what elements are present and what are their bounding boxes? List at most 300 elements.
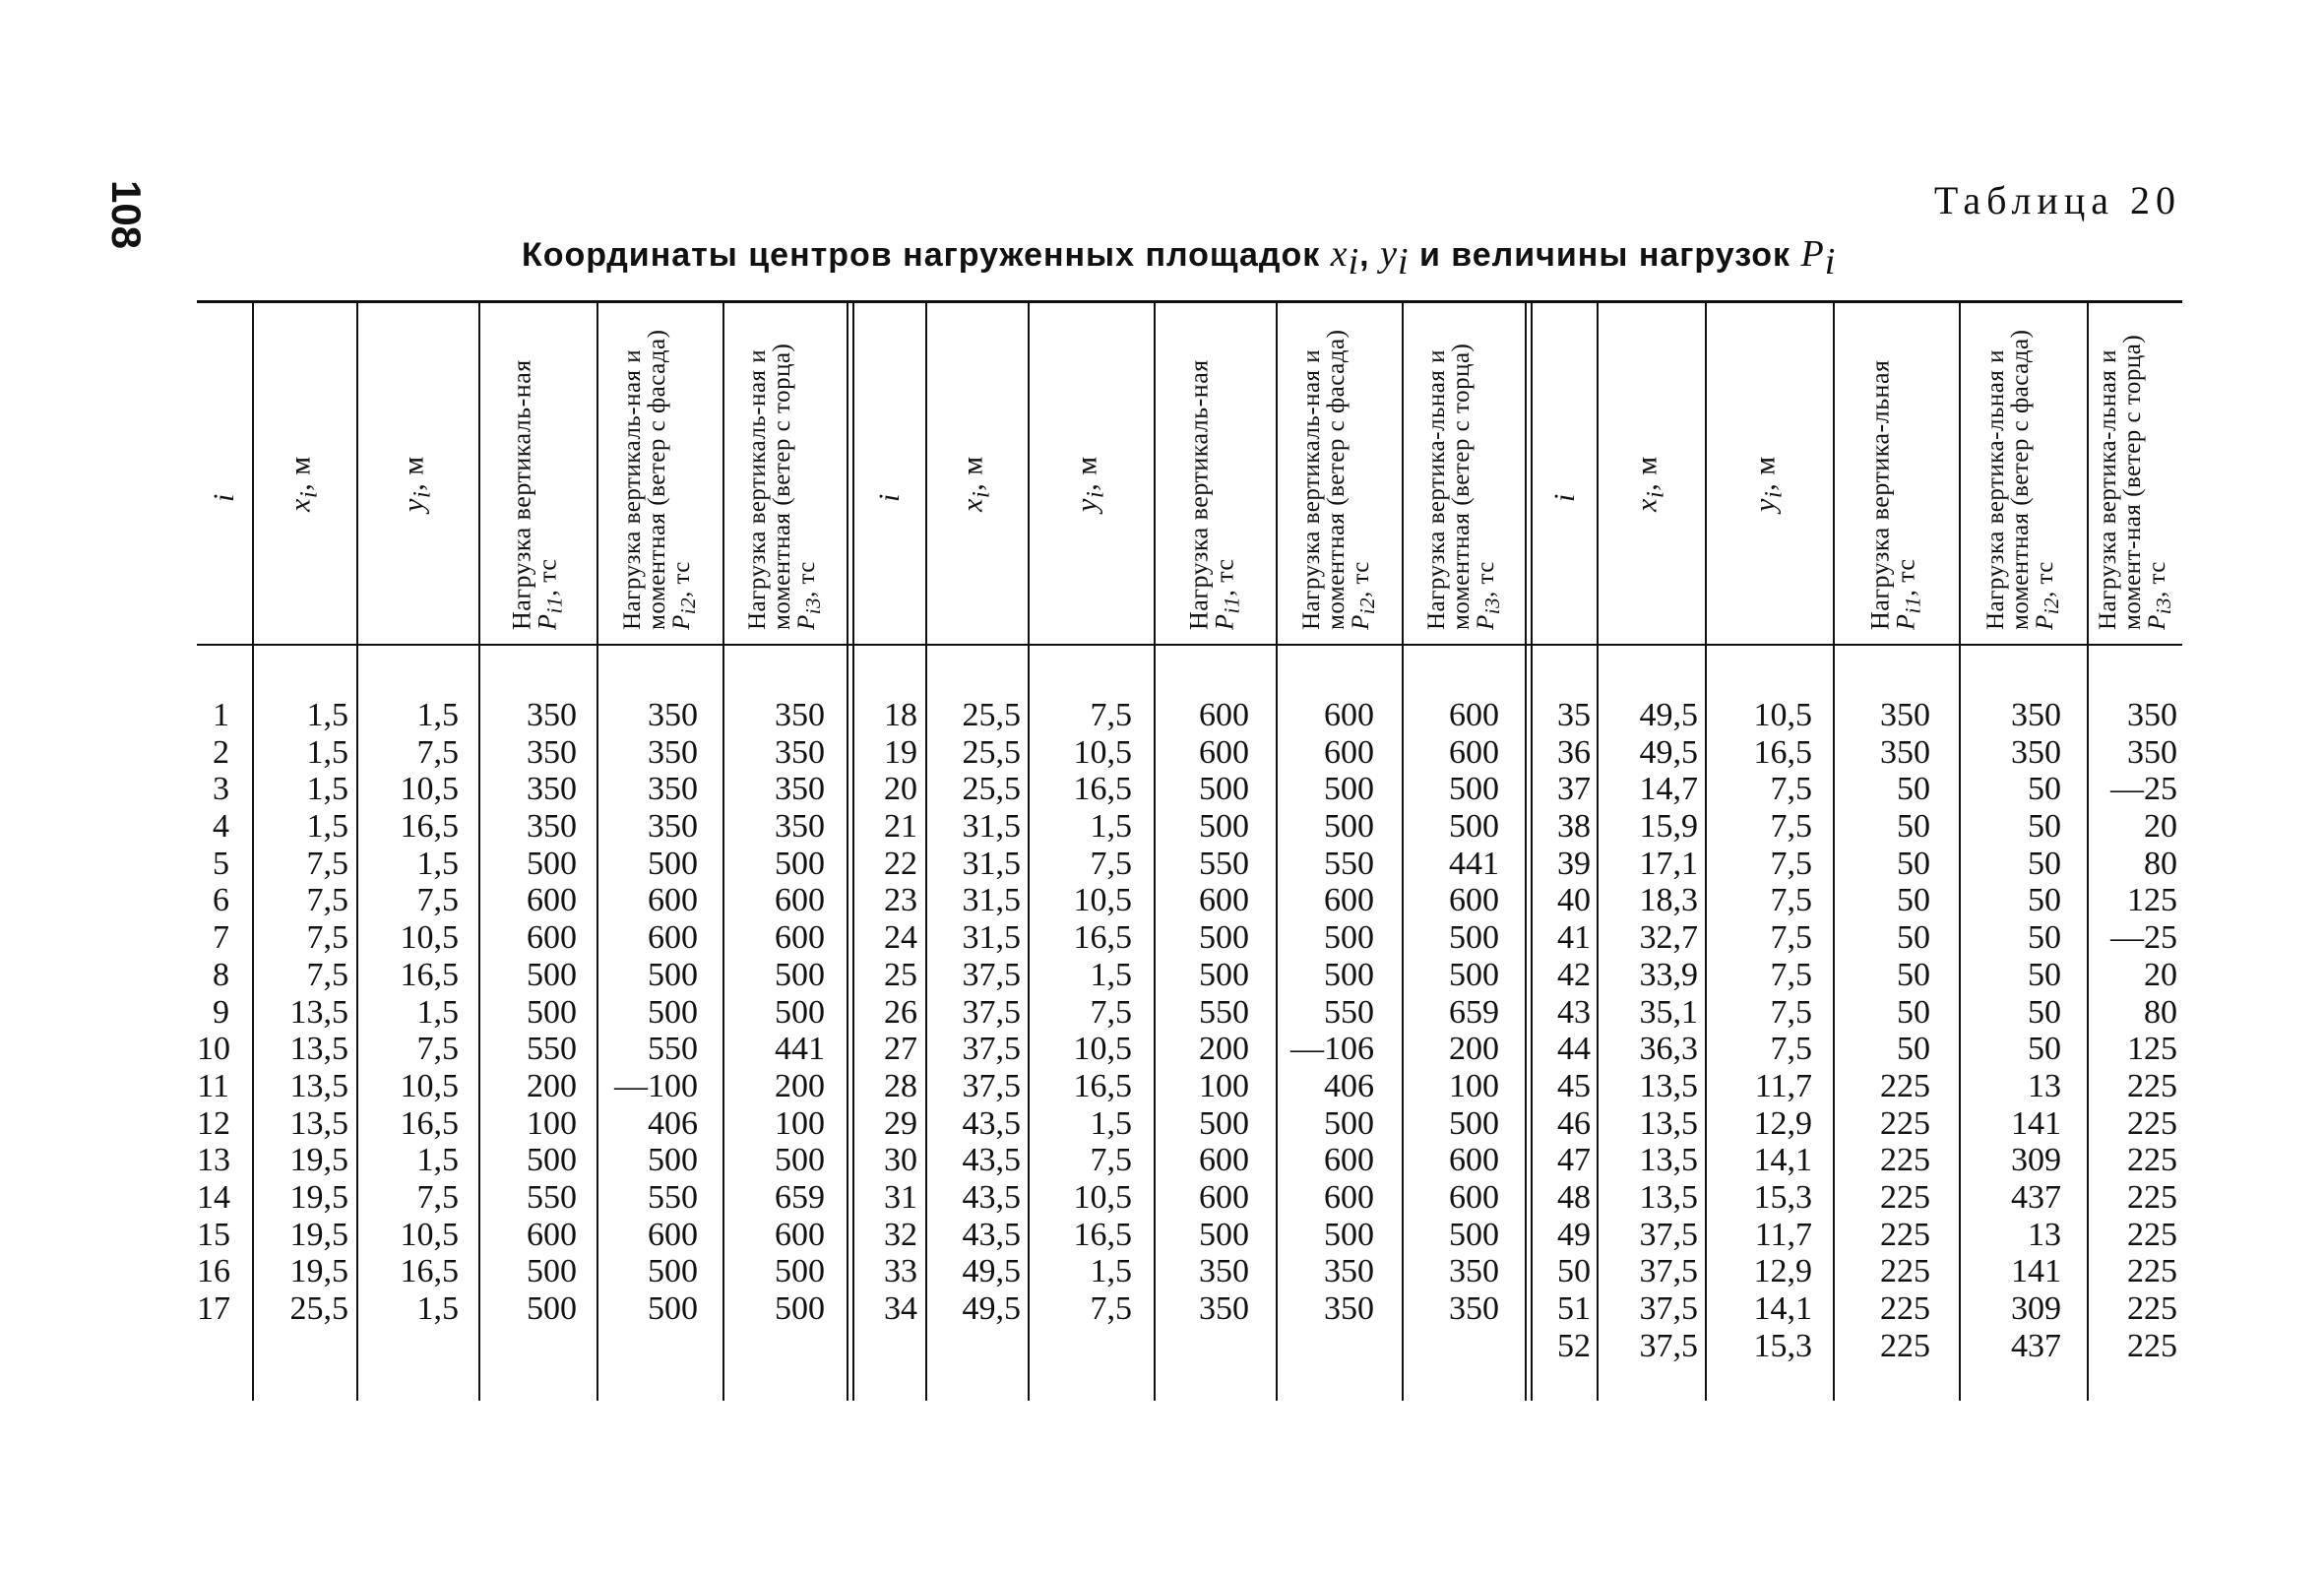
table-cell: 47 [1557, 1142, 1591, 1179]
table-cell: 141 [2011, 1253, 2061, 1290]
table-cell: 50 [2028, 771, 2061, 808]
table-cell: 500 [527, 1253, 577, 1290]
table-cell: 31,5 [962, 882, 1021, 919]
table-cell: 9 [213, 993, 229, 1031]
table-cell: 13,5 [289, 1031, 348, 1068]
table-cell: 500 [648, 993, 698, 1031]
table-cell: 550 [527, 1178, 577, 1216]
group-divider [847, 303, 854, 1401]
table-cell: 48 [1557, 1178, 1591, 1216]
table-cell: 500 [775, 956, 825, 993]
page-number: 108 [103, 179, 150, 250]
table-cell: 350 [775, 808, 825, 846]
table-cell: 200 [775, 1067, 825, 1104]
table-cell: 18,3 [1639, 882, 1698, 919]
table-cell: 500 [1449, 808, 1499, 846]
table-cell: 659 [1449, 993, 1499, 1031]
table-cell: 7,5 [1090, 697, 1132, 733]
table-cell: 7,5 [306, 845, 348, 882]
table-cell: 1,5 [1090, 1104, 1132, 1142]
table-cell: 7,5 [1090, 1290, 1132, 1327]
table-cell: 16 [197, 1253, 230, 1290]
table-cell: 11 [197, 1067, 229, 1104]
table-cell: 27 [884, 1031, 917, 1068]
table-cell: 20 [2144, 956, 2177, 993]
table-cell: 19,5 [289, 1142, 348, 1179]
table-cell: 350 [1449, 1290, 1499, 1327]
table-cell: 7,5 [1770, 845, 1812, 882]
table-cell: 10 [197, 1031, 230, 1068]
table-cell: 550 [648, 1178, 698, 1216]
table-cell: 350 [527, 808, 577, 846]
table-cell: 350 [527, 771, 577, 808]
table-cell: 225 [1880, 1216, 1930, 1253]
table-cell: 1,5 [416, 1142, 459, 1179]
table-cell: 350 [527, 733, 577, 771]
table-cell: 37,5 [1639, 1216, 1698, 1253]
table-cell: —100 [614, 1067, 698, 1104]
table-cell: 600 [527, 919, 577, 957]
table-cell: 16,5 [400, 1253, 459, 1290]
header-x: $x_i$, м [283, 456, 323, 512]
table-cell: 14,1 [1753, 1142, 1812, 1179]
table-cell: 500 [1449, 1216, 1499, 1253]
table-cell: 600 [1324, 697, 1374, 733]
table-cell: 100 [527, 1104, 577, 1142]
table-cell: 31,5 [962, 845, 1021, 882]
group3-i-column [1533, 697, 1591, 1364]
table-cell: 550 [648, 1031, 698, 1068]
table-cell: 50 [2028, 808, 2061, 846]
table-cell: 600 [527, 882, 577, 919]
table-cell: 7,5 [1770, 771, 1812, 808]
table-cell: 550 [527, 1031, 577, 1068]
table-cell: 15 [197, 1216, 230, 1253]
table-header-rule [197, 644, 2182, 646]
table-cell: 10,5 [400, 771, 459, 808]
table-cell: 441 [1449, 845, 1499, 882]
table-cell: 37 [1557, 771, 1591, 808]
group3-p1-column [1835, 697, 1930, 1364]
table-cell: 225 [1880, 1178, 1930, 1216]
table-cell: 200 [527, 1067, 577, 1104]
table-cell: 350 [527, 697, 577, 733]
table-cell: 350 [2011, 697, 2061, 733]
table-cell: 500 [1449, 919, 1499, 957]
group2-p3-column [1404, 697, 1499, 1328]
table-cell: 37,5 [1639, 1253, 1698, 1290]
table-cell: 7,5 [1770, 993, 1812, 1031]
header-i: i [208, 493, 240, 502]
table-cell: 50 [2028, 919, 2061, 957]
table-cell: 100 [1449, 1067, 1499, 1104]
table-cell: 600 [648, 919, 698, 957]
table-cell: 500 [648, 1253, 698, 1290]
table-cell: 4 [213, 808, 229, 846]
table-cell: 500 [1199, 1104, 1249, 1142]
group3-x-column [1599, 697, 1698, 1364]
table-cell: 35 [1557, 697, 1591, 733]
table-cell: 43,5 [962, 1216, 1021, 1253]
table-cell: 225 [1880, 1253, 1930, 1290]
table-cell: 43,5 [962, 1178, 1021, 1216]
group2-x-column [927, 697, 1021, 1328]
table-cell: 7,5 [416, 1178, 459, 1216]
table-cell: 13 [2028, 1067, 2061, 1104]
table-cell: 44 [1557, 1031, 1591, 1068]
table-cell: 1,5 [1090, 956, 1132, 993]
table-cell: 13,5 [289, 1067, 348, 1104]
table-cell: 37,5 [962, 993, 1021, 1031]
table-cell: 437 [2011, 1178, 2061, 1216]
table-cell: 50 [1897, 882, 1930, 919]
table-cell: —25 [2110, 919, 2177, 957]
table-cell: 350 [775, 771, 825, 808]
table-cell: 1,5 [1090, 808, 1132, 846]
table-cell: 600 [775, 1216, 825, 1253]
table-cell: 11,7 [1754, 1216, 1812, 1253]
table-cell: 600 [1449, 697, 1499, 733]
table-cell: 659 [775, 1178, 825, 1216]
table-cell: 7,5 [416, 1031, 459, 1068]
table-cell: 600 [1199, 733, 1249, 771]
table-cell: 80 [2144, 845, 2177, 882]
table-cell: 600 [1199, 1142, 1249, 1179]
table-cell: 100 [1199, 1067, 1249, 1104]
table-cell: 50 [2028, 993, 2061, 1031]
table-cell: 50 [2028, 845, 2061, 882]
table-cell: 18 [884, 697, 917, 733]
table-cell: 600 [1324, 1142, 1374, 1179]
table-cell: 31,5 [962, 808, 1021, 846]
group2-y-column [1030, 697, 1132, 1328]
table-cell: 21 [884, 808, 917, 846]
table-cell: 600 [775, 919, 825, 957]
table-cell: 41 [1557, 919, 1591, 957]
table-cell: 16,5 [400, 808, 459, 846]
table-cell: 225 [2127, 1104, 2177, 1142]
table-cell: 50 [1897, 1031, 1930, 1068]
table-cell: 500 [775, 1253, 825, 1290]
table-cell: 600 [1199, 697, 1249, 733]
table-cell: 350 [648, 733, 698, 771]
table-cell: 1,5 [416, 1290, 459, 1327]
table-cell: 350 [1199, 1290, 1249, 1327]
table-cell: 8 [213, 956, 229, 993]
table-cell: 500 [1199, 808, 1249, 846]
table-cell: 50 [1897, 771, 1930, 808]
table-cell: 37,5 [962, 1067, 1021, 1104]
table-cell: 10,5 [1073, 1031, 1132, 1068]
table-cell: 13,5 [1639, 1178, 1698, 1216]
table-cell: 14,1 [1753, 1290, 1812, 1327]
table-cell: 350 [1880, 733, 1930, 771]
table-cell: 350 [1324, 1253, 1374, 1290]
table-cell: 32,7 [1639, 919, 1698, 957]
table-cell: 500 [527, 1142, 577, 1179]
table-cell: 350 [1449, 1253, 1499, 1290]
table-cell: 50 [1897, 919, 1930, 957]
table-cell: 437 [2011, 1327, 2061, 1364]
table-cell: 225 [2127, 1327, 2177, 1364]
table-cell: 37,5 [962, 956, 1021, 993]
table-cell: 16,5 [1073, 1067, 1132, 1104]
table-cell: 10,5 [1073, 733, 1132, 771]
header-p2: Нагрузка вертикаль-ная и моментная (ветер с фасада) $P_{i2}$, тс [619, 329, 700, 630]
table-cell: 49,5 [1639, 697, 1698, 733]
group3-y-column [1707, 697, 1812, 1364]
table-cell: 16,5 [1073, 1216, 1132, 1253]
table-cell: 225 [2127, 1142, 2177, 1179]
table-cell: 225 [2127, 1216, 2177, 1253]
table-cell: 31,5 [962, 919, 1021, 957]
table-cell: 12,9 [1753, 1104, 1812, 1142]
table-cell: 43,5 [962, 1104, 1021, 1142]
table-cell: 200 [1449, 1031, 1499, 1068]
table-cell: 350 [648, 697, 698, 733]
table-cell: 1,5 [416, 845, 459, 882]
table-cell: 19,5 [289, 1253, 348, 1290]
header-p1: Нагрузка вертика-льная $P_{i1}$, тс [1865, 359, 1925, 630]
table-cell: 500 [1449, 956, 1499, 993]
table-cell: 600 [1199, 882, 1249, 919]
header-p3: Нагрузка вертика-льная и момент-ная (ветер с торца) $P_{i3}$, тс [2094, 334, 2175, 630]
table-cell: 225 [1880, 1067, 1930, 1104]
table-cell: 225 [2127, 1253, 2177, 1290]
table-cell: 33,9 [1639, 956, 1698, 993]
table-cell: 500 [1449, 1104, 1499, 1142]
table-cell: 45 [1557, 1067, 1591, 1104]
table-cell: 550 [1199, 845, 1249, 882]
table-cell: 16,5 [400, 956, 459, 993]
header-p2: Нагрузка вертикаль-ная и моментная (ветер с фасада) $P_{i2}$, тс [1298, 329, 1379, 630]
table-cell: 7 [213, 919, 229, 957]
table-cell: 13,5 [289, 993, 348, 1031]
table-cell: 500 [775, 993, 825, 1031]
table-cell: 25,5 [289, 1290, 348, 1327]
table-cell: 50 [2028, 956, 2061, 993]
table-cell: 6 [213, 882, 229, 919]
table-cell: 1,5 [306, 697, 348, 733]
table-cell: 13,5 [1639, 1142, 1698, 1179]
table-cell: 309 [2011, 1290, 2061, 1327]
table-cell: 7,5 [1770, 919, 1812, 957]
header-y: $y_i$, м [397, 456, 436, 512]
table-cell: 23 [884, 882, 917, 919]
table-cell: 50 [1897, 956, 1930, 993]
group2-p1-column [1156, 697, 1249, 1328]
table-cell: 1,5 [416, 697, 459, 733]
table-cell: 35,1 [1639, 993, 1698, 1031]
table-cell: 37,5 [1639, 1290, 1698, 1327]
table-cell: 225 [1880, 1290, 1930, 1327]
table-cell: 10,5 [400, 1216, 459, 1253]
group2-p2-column [1278, 697, 1374, 1328]
table-cell: 350 [1880, 697, 1930, 733]
table-cell: 1,5 [306, 771, 348, 808]
table-cell: 10,5 [400, 919, 459, 957]
table-cell: 46 [1557, 1104, 1591, 1142]
table-cell: 43 [1557, 993, 1591, 1031]
table-cell: 441 [775, 1031, 825, 1068]
table-cell: 1,5 [416, 993, 459, 1031]
table-cell: 600 [1324, 882, 1374, 919]
table-cell: 7,5 [416, 733, 459, 771]
table-cell: 600 [1449, 1178, 1499, 1216]
table-cell: 13,5 [289, 1104, 348, 1142]
table-label: Таблица 20 [1933, 178, 2181, 222]
table-cell: 49 [1557, 1216, 1591, 1253]
header-p1: Нагрузка вертикаль-ная $P_{i1}$, тс [507, 359, 567, 630]
table-cell: 40 [1557, 882, 1591, 919]
table-cell: 550 [1199, 993, 1249, 1031]
group1-p1-column [480, 697, 577, 1328]
table-cell: 350 [648, 808, 698, 846]
table-cell: 500 [1324, 808, 1374, 846]
table-cell: 38 [1557, 808, 1591, 846]
table-cell: 20 [2144, 808, 2177, 846]
header-p1: Нагрузка вертикаль-ная $P_{i1}$, тс [1184, 359, 1244, 630]
table-cell: 42 [1557, 956, 1591, 993]
table-cell: 36 [1557, 733, 1591, 771]
table-cell: —25 [2110, 771, 2177, 808]
table-cell: 10,5 [1073, 1178, 1132, 1216]
header-i: i [873, 493, 906, 502]
group2-i-column [854, 697, 917, 1328]
table-cell: 10,5 [1753, 697, 1812, 733]
table-cell: 350 [2127, 697, 2177, 733]
table-cell: 19,5 [289, 1178, 348, 1216]
table-cell: 30 [884, 1142, 917, 1179]
table-cell: 19 [884, 733, 917, 771]
table-cell: 500 [527, 1290, 577, 1327]
table-cell: 13,5 [1639, 1067, 1698, 1104]
table-cell: 500 [1324, 1104, 1374, 1142]
table-cell: 24 [884, 919, 917, 957]
table-cell: 500 [1199, 771, 1249, 808]
table-cell: 200 [1199, 1031, 1249, 1068]
table-cell: 37,5 [962, 1031, 1021, 1068]
table-cell: 1,5 [306, 733, 348, 771]
table-cell: 500 [648, 1290, 698, 1327]
table-cell: 14,7 [1639, 771, 1698, 808]
table-cell: 16,5 [1073, 771, 1132, 808]
table-cell: 600 [648, 1216, 698, 1253]
table-cell: 15,3 [1753, 1178, 1812, 1216]
table-cell: 16,5 [1073, 919, 1132, 957]
table-cell: 34 [884, 1290, 917, 1327]
table-cell: 49,5 [1639, 733, 1698, 771]
table-cell: 500 [1324, 1216, 1374, 1253]
table-cell: 13,5 [1639, 1104, 1698, 1142]
table-cell: 10,5 [1073, 882, 1132, 919]
table-cell: 80 [2144, 993, 2177, 1031]
group-divider [1525, 303, 1533, 1401]
table-cell: 7,5 [306, 919, 348, 957]
table-cell: 500 [1199, 919, 1249, 957]
table-cell: 500 [1324, 956, 1374, 993]
table-cell: 25 [884, 956, 917, 993]
table-cell: 17 [197, 1290, 230, 1327]
table-cell: 15,3 [1753, 1327, 1812, 1364]
table-cell: 309 [2011, 1142, 2061, 1179]
table-cell: 7,5 [306, 882, 348, 919]
table-cell: 350 [2127, 733, 2177, 771]
table-cell: 17,1 [1639, 845, 1698, 882]
table-cell: 225 [1880, 1327, 1930, 1364]
table-cell: 31 [884, 1178, 917, 1216]
table-cell: 500 [1199, 1216, 1249, 1253]
table-cell: 406 [648, 1104, 698, 1142]
table-cell: 500 [1324, 771, 1374, 808]
table-cell: 600 [1324, 733, 1374, 771]
table-cell: 52 [1557, 1327, 1591, 1364]
header-p2: Нагрузка вертика-льная и моментная (ветер с фасада) $P_{i2}$, тс [1982, 329, 2063, 630]
table-cell: 500 [648, 956, 698, 993]
table-cell: 49,5 [962, 1253, 1021, 1290]
table-cell: 16,5 [400, 1104, 459, 1142]
table-cell: 550 [1324, 993, 1374, 1031]
table-cell: 600 [1449, 882, 1499, 919]
table-cell: 50 [2028, 1031, 2061, 1068]
table-cell: —106 [1290, 1031, 1374, 1068]
table-cell: 600 [1324, 1178, 1374, 1216]
table-cell: 500 [1199, 956, 1249, 993]
table-cell: 125 [2127, 1031, 2177, 1068]
header-i: i [1547, 493, 1581, 502]
table-cell: 7,5 [416, 882, 459, 919]
table-cell: 2 [213, 733, 229, 771]
table-cell: 500 [527, 845, 577, 882]
group3-p3-column [2089, 697, 2177, 1364]
table-cell: 350 [775, 733, 825, 771]
header-y: $y_i$, м [1748, 456, 1788, 512]
table-cell: 500 [1449, 771, 1499, 808]
table-top-rule [197, 300, 2182, 303]
table-cell: 225 [2127, 1067, 2177, 1104]
table-cell: 500 [1324, 919, 1374, 957]
table-cell: 50 [1557, 1253, 1591, 1290]
table-cell: 25,5 [962, 771, 1021, 808]
table-cell: 125 [2127, 882, 2177, 919]
table-cell: 13 [197, 1142, 230, 1179]
table-cell: 600 [648, 882, 698, 919]
table-cell: 20 [884, 771, 917, 808]
table-cell: 7,5 [1770, 882, 1812, 919]
table-cell: 1,5 [1090, 1253, 1132, 1290]
header-x: $x_i$, м [1630, 456, 1669, 512]
table-cell: 600 [1449, 1142, 1499, 1179]
table-cell: 500 [775, 845, 825, 882]
table-cell: 225 [1880, 1104, 1930, 1142]
table-cell: 600 [775, 882, 825, 919]
table-cell: 225 [2127, 1178, 2177, 1216]
table-cell: 43,5 [962, 1142, 1021, 1179]
table-title: Координаты центров нагруженных площадок $x_i$, $y_i$ и величины нагрузок $P_i$ [522, 233, 1837, 283]
table-cell: 500 [527, 956, 577, 993]
group1-x-column [254, 697, 348, 1328]
table-cell: 1 [213, 697, 229, 733]
table-cell: 28 [884, 1067, 917, 1104]
group1-p3-column [724, 697, 825, 1328]
table-cell: 600 [1199, 1178, 1249, 1216]
table-cell: 32 [884, 1216, 917, 1253]
table-cell: 225 [1880, 1142, 1930, 1179]
table-cell: 50 [2028, 882, 2061, 919]
table-cell: 7,5 [1090, 1142, 1132, 1179]
table-cell: 7,5 [1770, 808, 1812, 846]
table-cell: 350 [1324, 1290, 1374, 1327]
